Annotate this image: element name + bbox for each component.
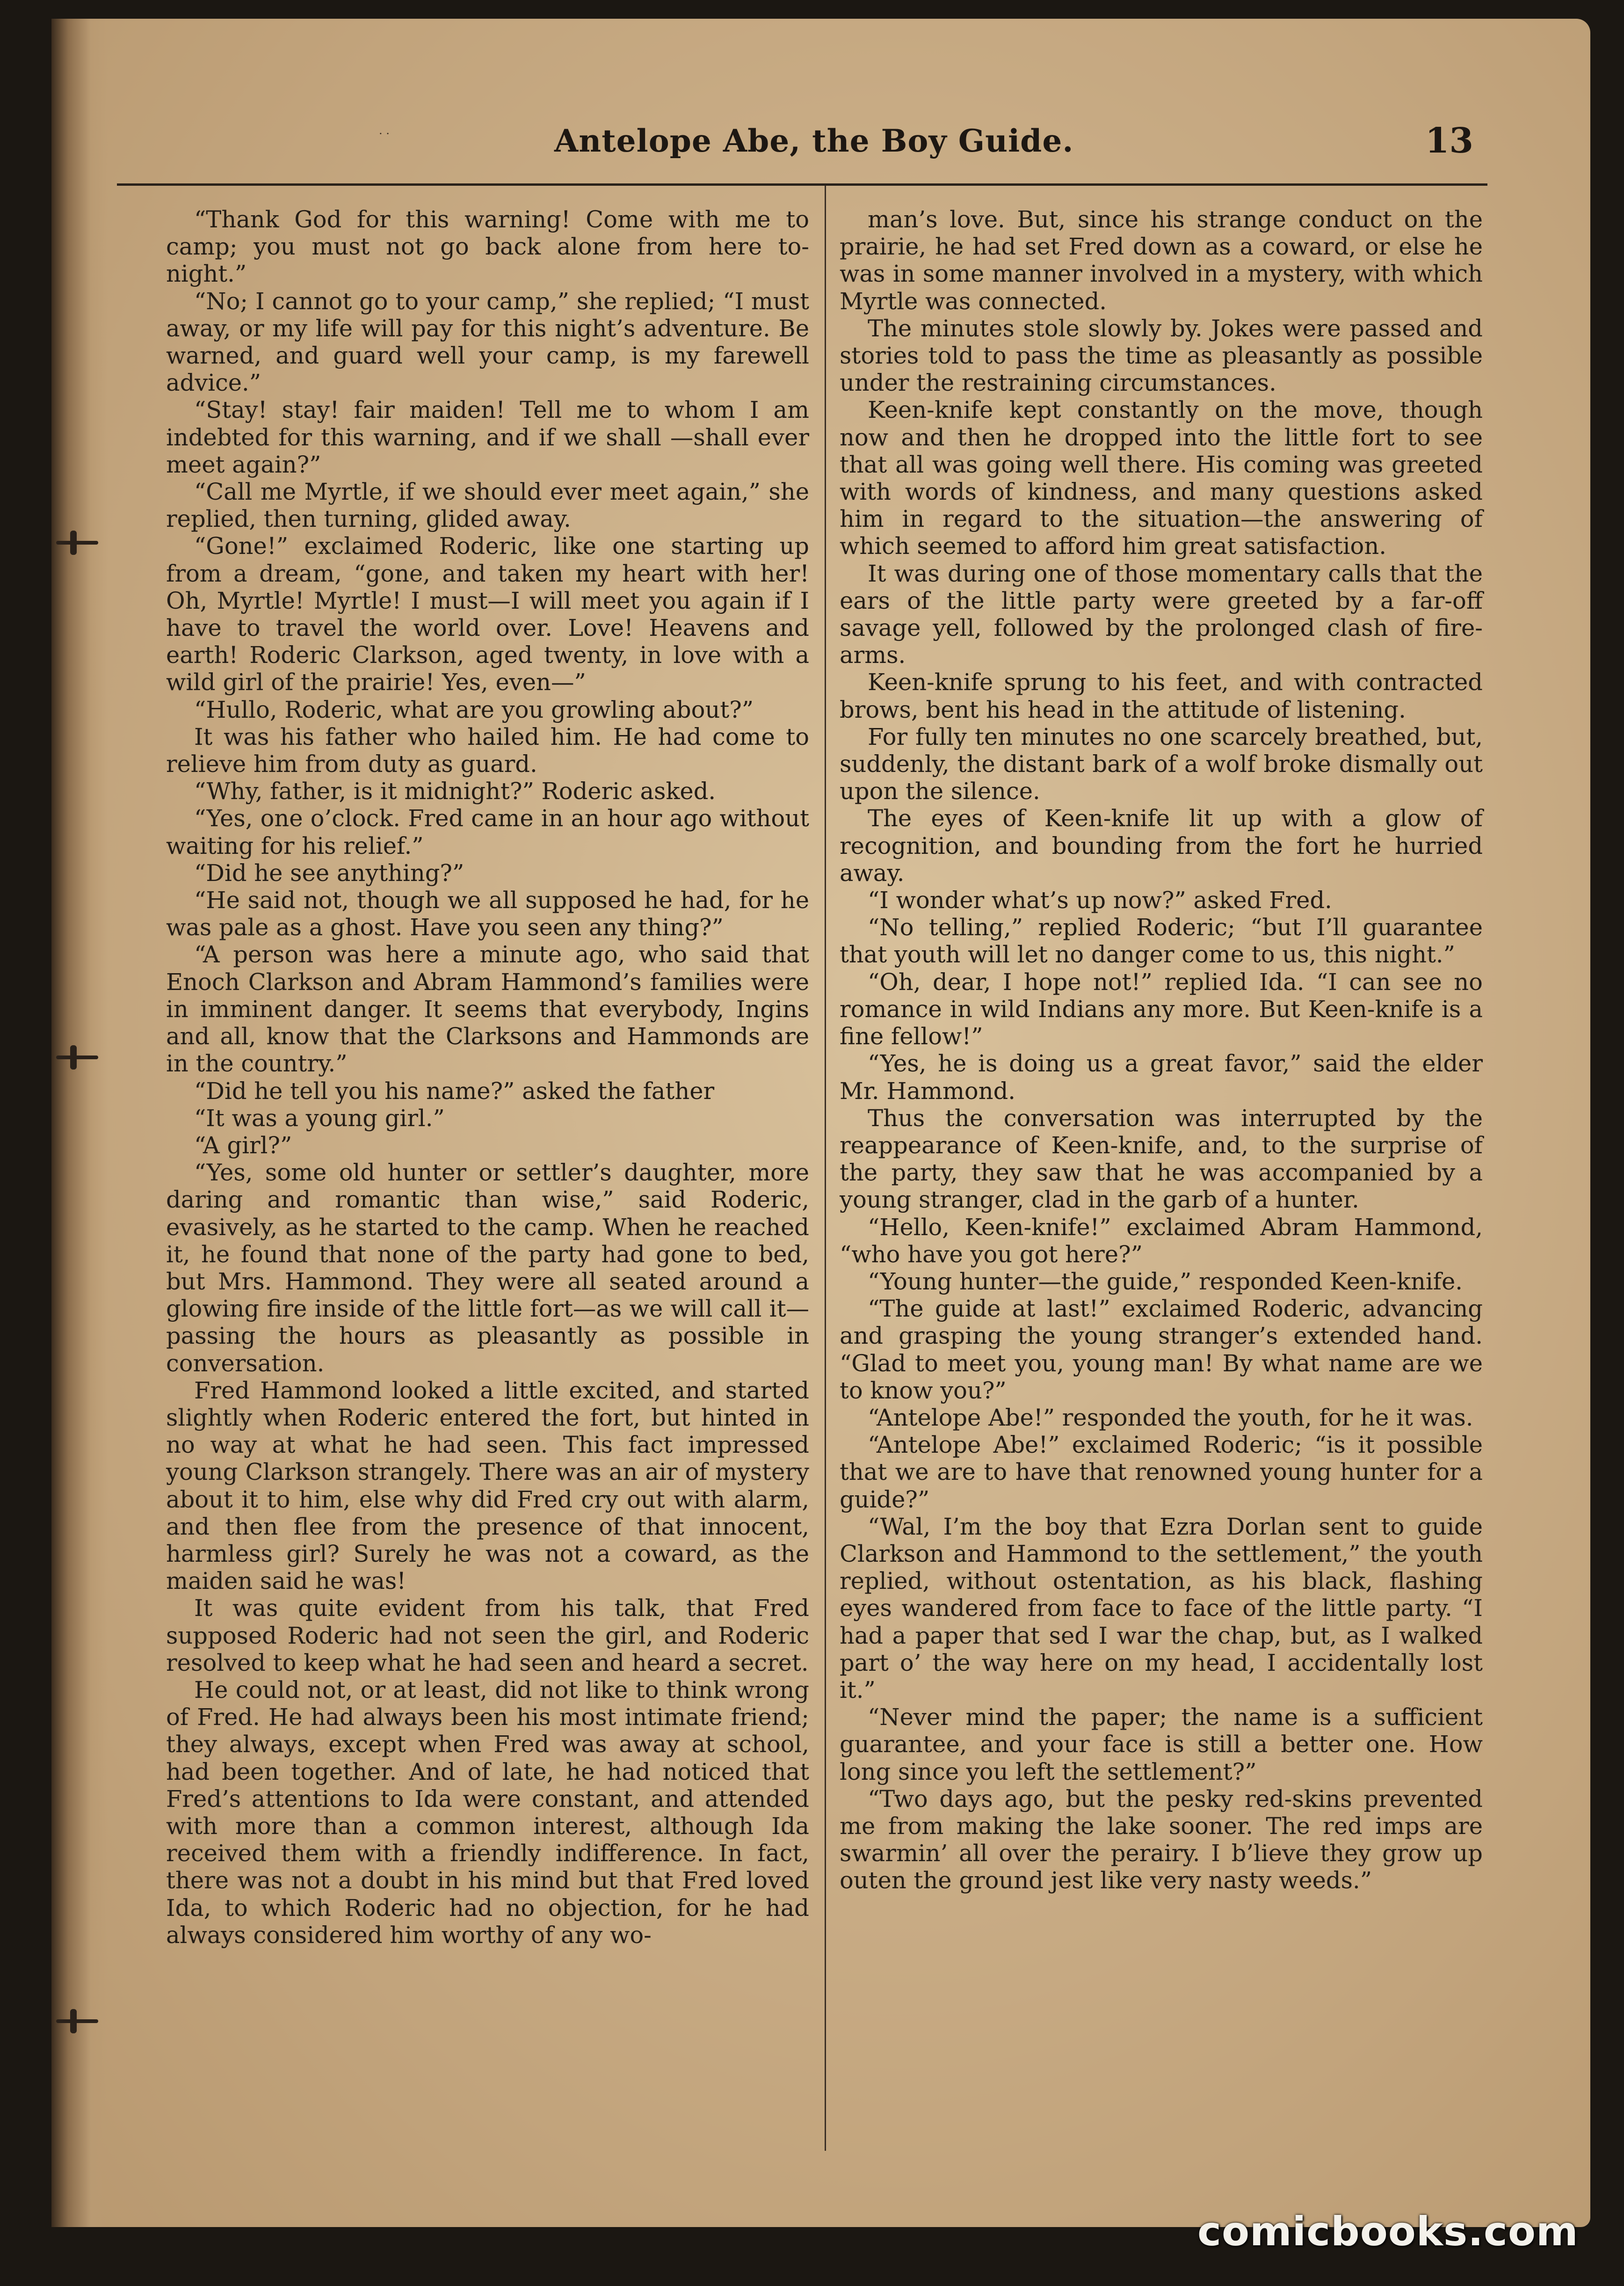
paragraph: “Hello, Keen-knife!” exclaimed Abram Hammond, “who have you got here?” (840, 1213, 1483, 1268)
paragraph: Keen-knife sprung to his feet, and with contracted brows, bent his head in the attitude of listening. (840, 669, 1483, 723)
paragraph: It was quite evident from his talk, that Fred supposed Roderic had not seen the girl, and Roderic resolved to keep what he had seen and heard a secret. (166, 1594, 809, 1676)
paragraph: “Yes, one o’clock. Fred came in an hour ago without waiting for his relief.” (166, 805, 809, 859)
paragraph: It was during one of those momentary calls that the ears of the little party were greeted by a far-off savage yell, followed by the prolonged clash of fire-arms. (840, 560, 1483, 669)
paragraph: “Yes, some old hunter or settler’s daughter, more daring and romantic than wise,” said Roderic, evasively, as he started to the camp. When he reached it, he found that none of the party had gone to bed, but Mrs. Hammond. They were all seated around a glowing fire inside of the little fort—as we will call it—passing the hours as pleasantly as possible in conversation. (166, 1159, 809, 1377)
spine-binding (51, 19, 108, 2227)
paragraph: “No; I cannot go to your camp,” she replied; “I must away, or my life will pay for this night’s adventure. Be warned, and guard well your camp, is my farewell advice.” (166, 287, 809, 397)
header-rule (117, 183, 1487, 186)
paragraph: Thus the conversation was interrupted by the reappearance of Keen-knife, and, to the surprise of the party, they saw that he was accompanied by a young stranger, clad in the garb of a hunter. (840, 1104, 1483, 1214)
paragraph: The eyes of Keen-knife lit up with a glow of recognition, and bounding from the fort he hurried away. (840, 805, 1483, 887)
paragraph: “Never mind the paper; the name is a sufficient guarantee, and your face is still a better one. How long since you left the settlement?” (840, 1704, 1483, 1785)
paragraph: “Young hunter—the guide,” responded Keen-knife. (868, 1267, 1463, 1295)
left-column (166, 206, 809, 1949)
paragraph: Keen-knife kept constantly on the move, though now and then he dropped into the little fort to see that all was going well there. His coming was greeted with words of kindness, and many questions asked him in regard to the situation—the answering of which seemed to afford him great satisfaction. (840, 396, 1483, 560)
running-header (117, 123, 1483, 169)
paragraph: He could not, or at least, did not like to think wrong of Fred. He had always been his most intimate friend; they always, except when Fred was away at school, had been together. And of late, he had noticed that Fred’s attentions to Ida were constant, and attended with more than a common interest, although Ida received them with a friendly indifference. In fact, there was not a doubt in his mind but that Fred loved Ida, to which Roderic had no objection, for he had always considered him worthy of any wo- (166, 1676, 809, 1949)
paragraph: “Gone!” exclaimed Roderic, like one starting up from a dream, “gone, and taken my heart with her! Oh, Myrtle! Myrtle! I must—I will meet you again if I have to travel the world over. Love! Heavens and earth! Roderic Clarkson, aged twenty, in love with a wild girl of the prairie! Yes, even—” (166, 532, 809, 696)
paragraph: “Antelope Abe!” exclaimed Roderic; “is it possible that we are to have that renowned young hunter for a guide?” (840, 1431, 1483, 1513)
paragraph: It was his father who hailed him. He had come to relieve him from duty as guard. (166, 723, 809, 778)
paragraph: “Thank God for this warning! Come with me to camp; you must not go back alone from here to-night.” (166, 206, 809, 288)
paragraph: “He said not, though we all supposed he had, for he was pale as a ghost. Have you seen any thing?” (166, 887, 809, 941)
paragraph: “Hullo, Roderic, what are you growling about?” (194, 696, 754, 723)
paragraph: Fred Hammond looked a little excited, and started slightly when Roderic entered the fort, but hinted in no way at what he had seen. This fact impressed young Clarkson strangely. There was an air of mystery about it to him, else why did Fred cry out with alarm, and then flee from the presence of that innocent, harmless girl? Surely he was not a coward, as the maiden said he was! (166, 1376, 809, 1595)
paragraph: “A girl?” (194, 1131, 292, 1159)
paragraph: “Did he tell you his name?” asked the father (194, 1077, 715, 1105)
paragraph: man’s love. But, since his strange conduct on the prairie, he had set Fred down as a coward, or else he was in some manner involved in a mystery, with which Myrtle was connected. (840, 206, 1483, 315)
right-column (840, 206, 1483, 1894)
paragraph: For fully ten minutes no one scarcely breathed, but, suddenly, the distant bark of a wolf broke dismally out upon the silence. (840, 723, 1483, 805)
page-number: 13 (1425, 121, 1473, 161)
paragraph: “Stay! stay! fair maiden! Tell me to whom I am indebted for this warning, and if we shall —shall ever meet again?” (166, 396, 809, 478)
paragraph: “Wal, I’m the boy that Ezra Dorlan sent to guide Clarkson and Hammond to the settlement,” the youth replied, without ostentation, as his black, flashing eyes wandered from face to face of the little party. “I had a paper that sed I war the chap, but, as I walked part o’ the way here on my head, I accidentally lost it.” (840, 1513, 1483, 1704)
paragraph: “Two days ago, but the pesky red-skins prevented me from making the lake sooner. The red imps are swarmin’ all over the perairy. I b’lieve they grow up outen the ground jest like very nasty weeds.” (840, 1785, 1483, 1894)
paragraph: “Why, father, is it midnight?” Roderic asked. (194, 778, 716, 805)
paragraph: “Yes, he is doing us a great favor,” said the elder Mr. Hammond. (840, 1050, 1483, 1105)
paragraph: “Oh, dear, I hope not!” replied Ida. “I can see no romance in wild Indians any more. But Keen-knife is a fine fellow!” (840, 968, 1483, 1050)
paragraph: “The guide at last!” exclaimed Roderic, advancing and grasping the young stranger’s extended hand. “Glad to meet you, young man! By what name are we to know you?” (840, 1295, 1483, 1404)
paragraph: “Did he see anything?” (194, 859, 464, 887)
staple-icon (51, 1039, 108, 1076)
column-rule (825, 186, 826, 2151)
paragraph: “I wonder what’s up now?” asked Fred. (868, 887, 1332, 914)
paragraph: “A person was here a minute ago, who said that Enoch Clarkson and Abram Hammond’s families were in imminent danger. It seems that everybody, Ingins and all, know that the Clarksons and Hammonds are in the country.” (166, 941, 809, 1077)
paragraph: “Antelope Abe!” responded the youth, for he it was. (868, 1404, 1473, 1431)
paragraph: “It was a young girl.” (194, 1104, 445, 1132)
staple-icon (51, 2002, 108, 2040)
paragraph: The minutes stole slowly by. Jokes were passed and stories told to pass the time as pleasantly as possible under the restraining circumstances. (840, 314, 1483, 397)
print-specks: · · (379, 127, 390, 140)
watermark-logo: comicbooks.com (1197, 2208, 1579, 2255)
paragraph: “Call me Myrtle, if we should ever meet again,” she replied, then turning, glided away. (166, 478, 809, 533)
staple-icon (51, 524, 108, 561)
running-title: Antelope Abe, the Boy Guide. (554, 123, 1074, 159)
paragraph: “No telling,” replied Roderic; “but I’ll guarantee that youth will let no danger come to us, this night.” (840, 914, 1483, 968)
